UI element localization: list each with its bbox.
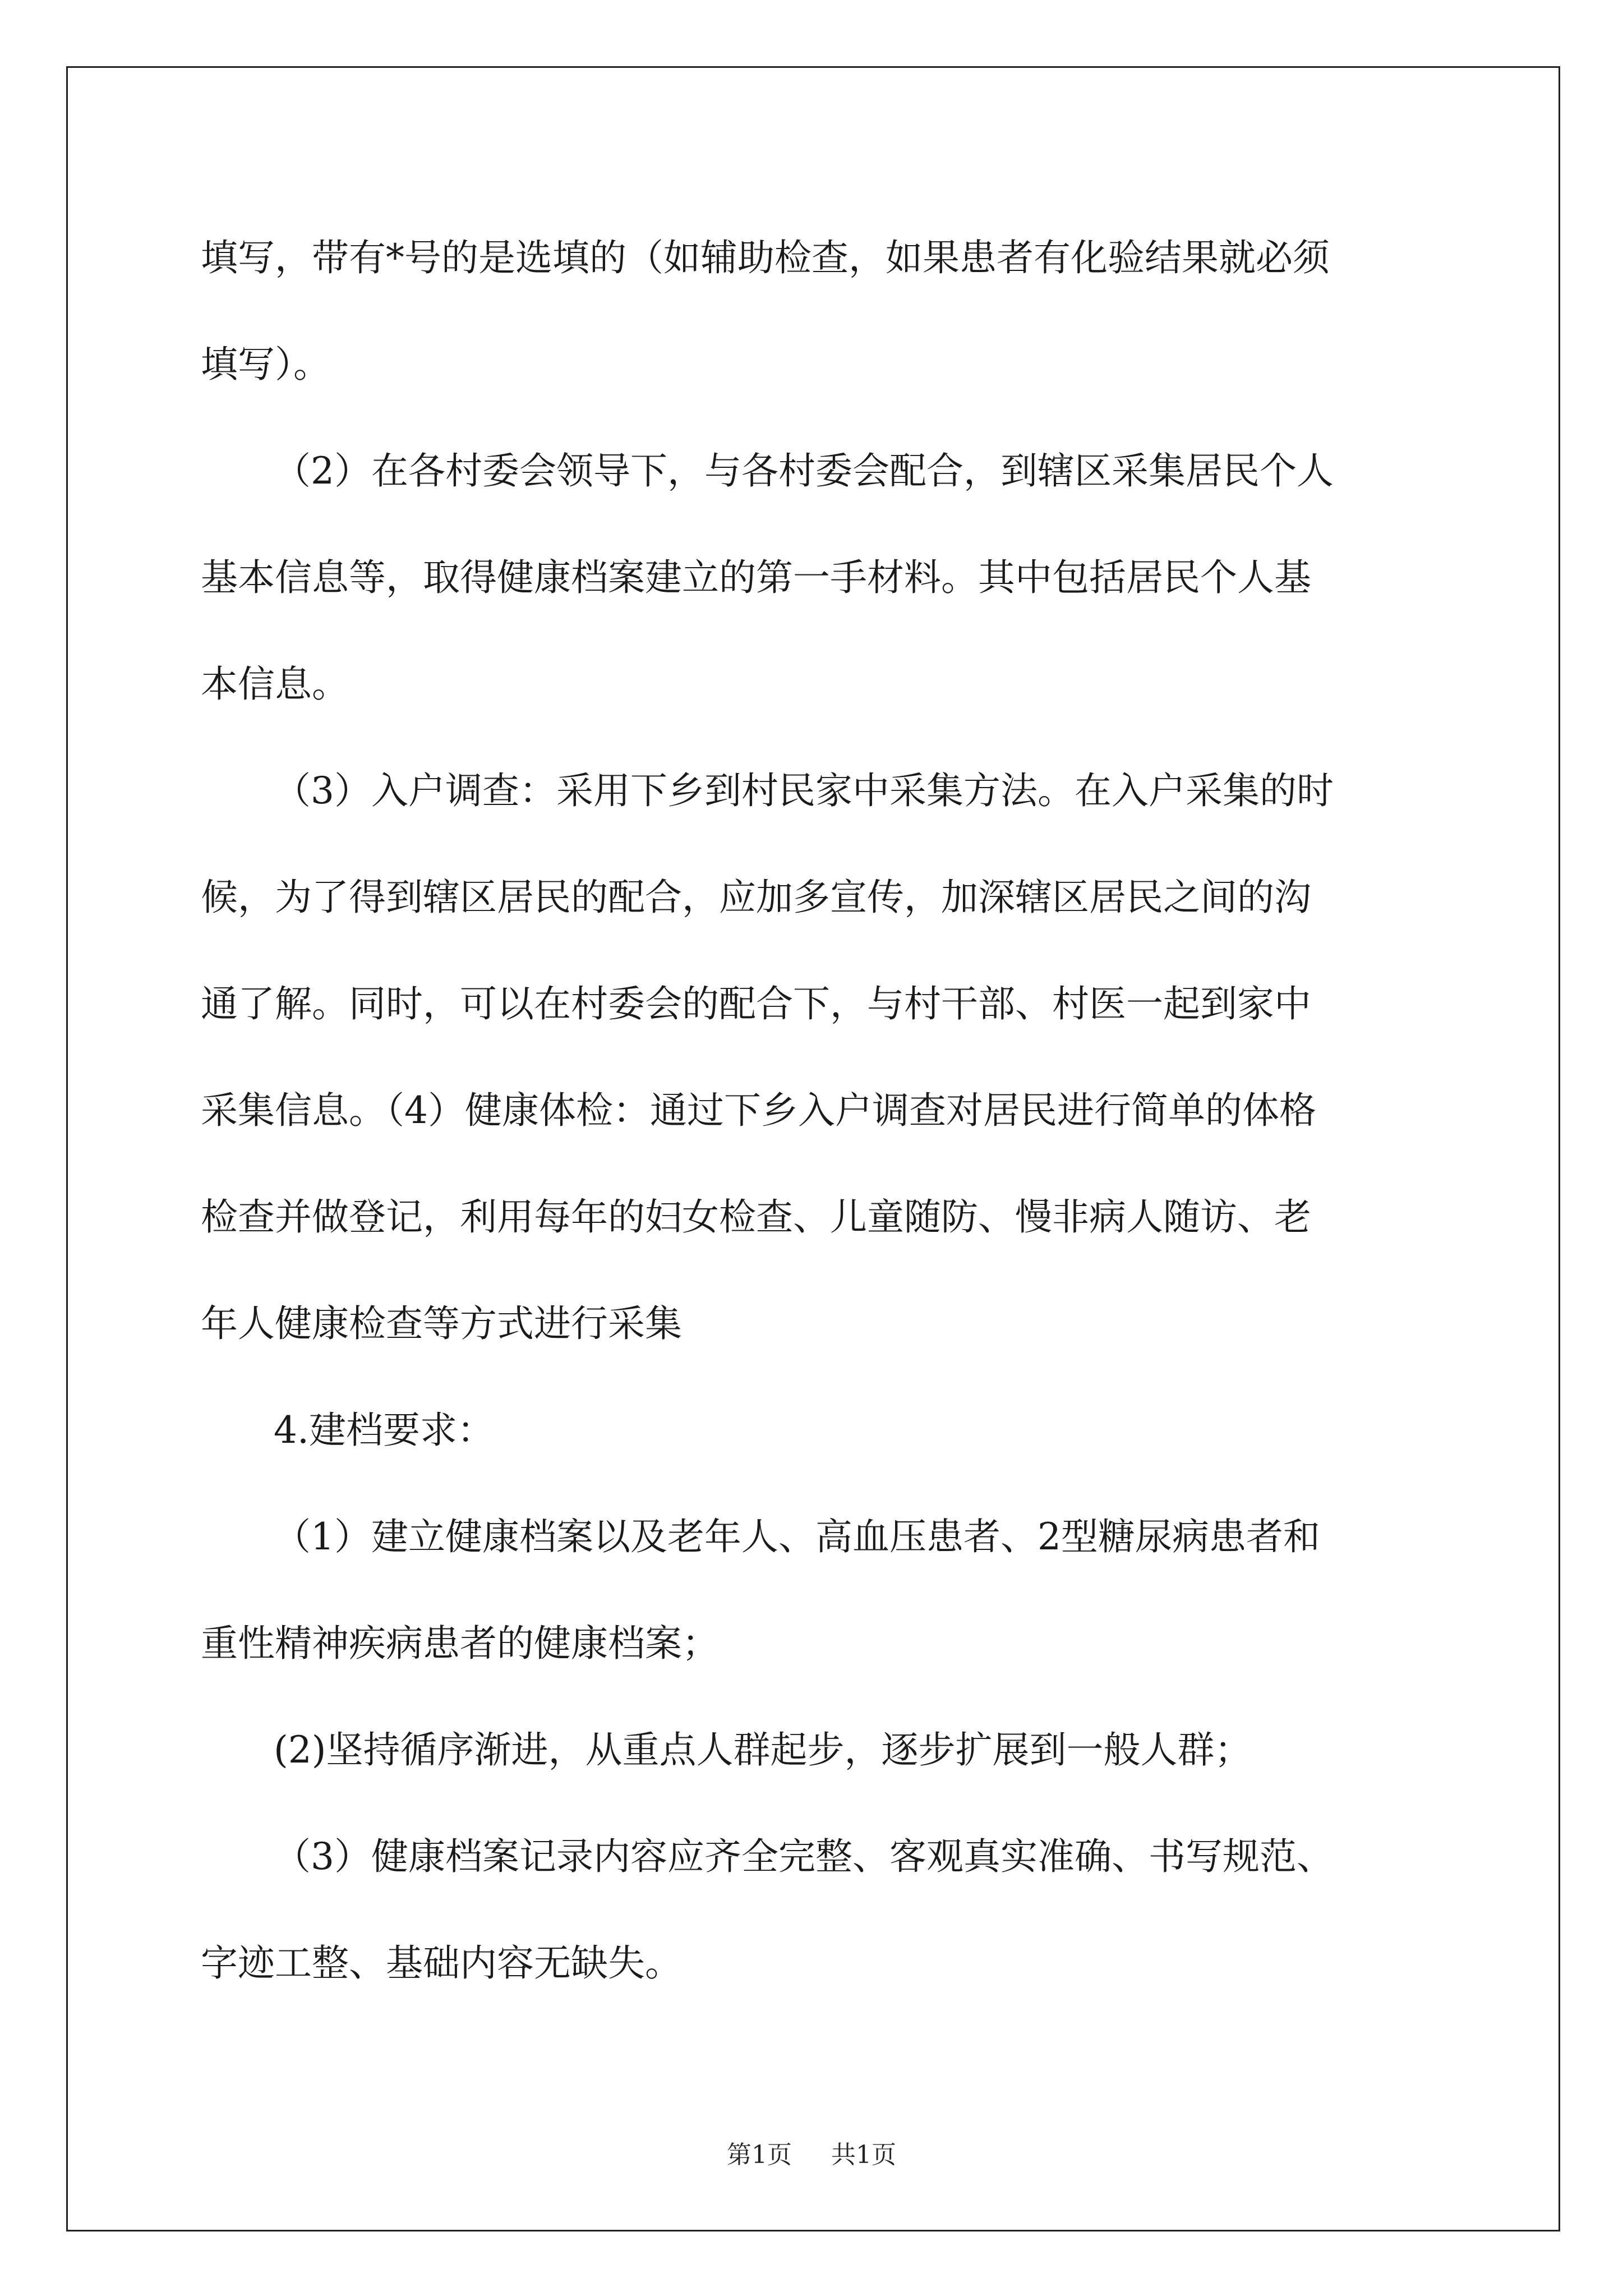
text-line: 重性精神疾病患者的健康档案； — [201, 1622, 719, 1665]
text-line: 填写）。 — [201, 343, 330, 386]
text-line: 检查并做登记，利用每年的妇女检查、儿童随防、慢非病人随访、老 — [201, 1195, 1311, 1239]
text-line: 年人健康检查等方式进行采集 — [201, 1302, 682, 1345]
text-line: 填写，带有*号的是选填的（如辅助检查，如果患者有化验结果就必须 — [201, 236, 1330, 279]
text-line: （1）建立健康档案以及老年人、高血压患者、2型糖尿病患者和 — [274, 1515, 1320, 1558]
text-line: 候，为了得到辖区居民的配合，应加多宣传，加深辖区居民之间的沟 — [201, 876, 1311, 919]
text-line: （3）入户调查：采用下乡到村民家中采集方法。在入户采集的时 — [274, 769, 1334, 812]
text-line: （2）在各村委会领导下，与各村委会配合，到辖区采集居民个人 — [274, 449, 1334, 493]
text-line: 字迹工整、基础内容无缺失。 — [201, 1941, 682, 1985]
text-line: 本信息。 — [201, 662, 349, 706]
text-line: (2)坚持循序渐进，从重点人群起步，逐步扩展到一般人群； — [274, 1728, 1252, 1772]
text-line: 基本信息等，取得健康档案建立的第一手材料。其中包括居民个人基 — [201, 556, 1311, 599]
document-body — [201, 205, 1457, 2017]
page-total: 共1页 — [831, 2141, 896, 2169]
page-footer — [0, 2134, 1623, 2170]
text-line: （3）健康档案记录内容应齐全完整、客观真实准确、书写规范、 — [274, 1835, 1334, 1878]
text-line: 通了解。同时，可以在村委会的配合下，与村干部、村医一起到家中 — [201, 982, 1311, 1025]
text-line: 采集信息。（4）健康体检：通过下乡入户调查对居民进行简单的体格 — [201, 1089, 1316, 1132]
section-heading: 4.建档要求： — [274, 1409, 494, 1452]
page-number: 第1页 — [727, 2141, 792, 2169]
